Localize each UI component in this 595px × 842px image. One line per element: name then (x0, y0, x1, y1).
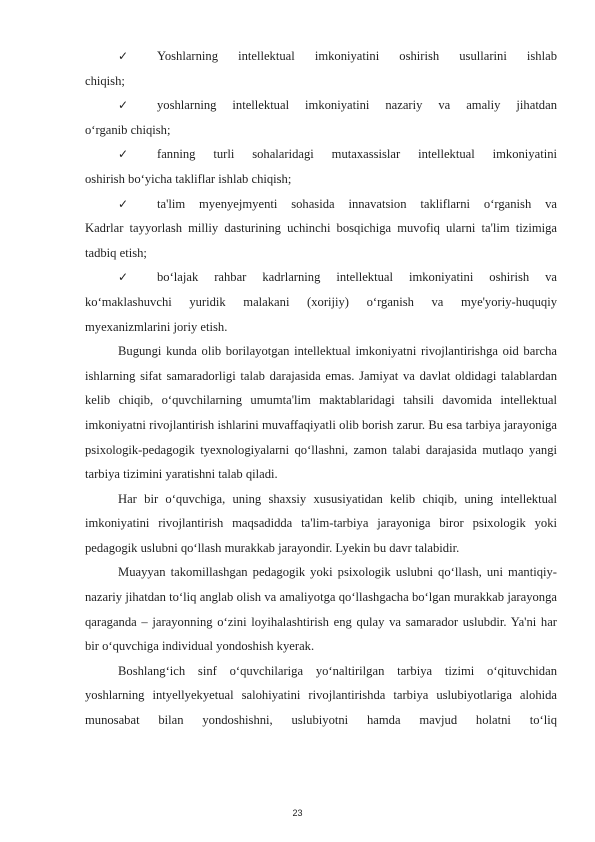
checkmark-icon: ✓ (118, 147, 129, 162)
bullet-item-3 (85, 142, 557, 191)
paragraph: Muayyan takomillashgan pedagogik yoki psixologik uslubni qo‘llash, uni mantiqiy-nazariy jihatdan to‘liq anglab olish va amaliyotga qo‘llashgacha bo‘lgan murakkab jarayonga qaraganda – jarayonning o‘zini loyihalashtirish eng qulay va samarador uslubdir. Ya'ni har bir o‘quvchiga individual yondoshish kyerak. (85, 565, 557, 654)
bullet-item-1 (85, 44, 557, 93)
bullet-item-4 (85, 192, 557, 266)
page-number: 23 (292, 808, 303, 818)
bullet-text-first-line: fanning turli sohalaridagi mutaxassislar intellektual imkoniyatini (157, 147, 557, 162)
bullet-text-first-line: bo‘lajak rahbar kadrlarning intellektual imkoniyatini oshirish va (157, 270, 557, 285)
bullet-text-rest: chiqish; (85, 73, 125, 88)
paragraph: Har bir o‘quvchiga, uning shaxsiy xususiyatidan kelib chiqib, uning intellektual imkoniyatini rivojlantirish maqsadidda ta'lim-tarbiya jarayoniga biror psixologik yoki pedagogik uslubni qo‘llash murakkab jarayondir. Lyekin bu davr talabidir. (85, 491, 557, 555)
bullet-text-rest: Kadrlar tayyorlash milliy dasturining uchinchi bosqichiga muvofiq ularni ta'lim tizimiga tadbiq etish; (85, 221, 557, 260)
bullet-text-rest: o‘rganib chiqish; (85, 122, 171, 137)
bullet-text-first-line: Yoshlarning intellektual imkoniyatini oshirish usullarini ishlab (157, 49, 557, 63)
paragraph: Boshlang‘ich sinf o‘quvchilariga yo‘naltirilgan tarbiya tizimi o‘qituvchidan yoshlarning intyellyekyetual salohiyatini rivojlantirishda tarbiya uslubiyotlariga alohida munosabat bilan yondoshishni, uslubiyotni hamda mavjud holatni to‘liq (85, 663, 557, 728)
bullet-item-2 (85, 93, 557, 142)
checkmark-icon: ✓ (118, 196, 129, 211)
bullet-text-first-line: yoshlarning intellektual imkoniyatini nazariy va amaliy jihatdan (157, 98, 557, 113)
bullet-text-rest: ko‘maklashuvchi yuridik malakani (xorijiy) o‘rganish va mye'yoriy-huquqiy myexanizmlarini joriy etish. (85, 294, 557, 334)
bullet-text-first-line: ta'lim myenyejmyenti sohasida innavatsion takliflarni o‘rganish va (157, 196, 557, 211)
paragraph: Bugungi kunda olib borilayotgan intellektual imkoniyatni rivojlantirishga oid barcha ishlarning sifat samaradorligi talab darajasida emas. Jamiyat va davlat oldidagi talablardan kelib chiqib, o‘quvchilarning umumta'lim maktablaridagi tahsili davomida intellektual imkoniyatni rivojlantirish ishlarini muvaffaqiyatli olib borish zarur. Bu esa tarbiya jarayoniga psixologik-pedagogik tyexnologiyalarni qo‘llashni, zamon talabi darajasida mutlaqo yangi tarbiya tizimini yaratishni talab qiladi. (85, 344, 557, 482)
bullet-text-rest: oshirish bo‘yicha takliflar ishlab chiqish; (85, 171, 292, 186)
document-body (85, 44, 557, 733)
checkmark-icon: ✓ (118, 270, 129, 285)
checkmark-icon: ✓ (118, 49, 129, 63)
bullet-item-5 (85, 265, 557, 339)
checkmark-icon: ✓ (118, 98, 129, 113)
